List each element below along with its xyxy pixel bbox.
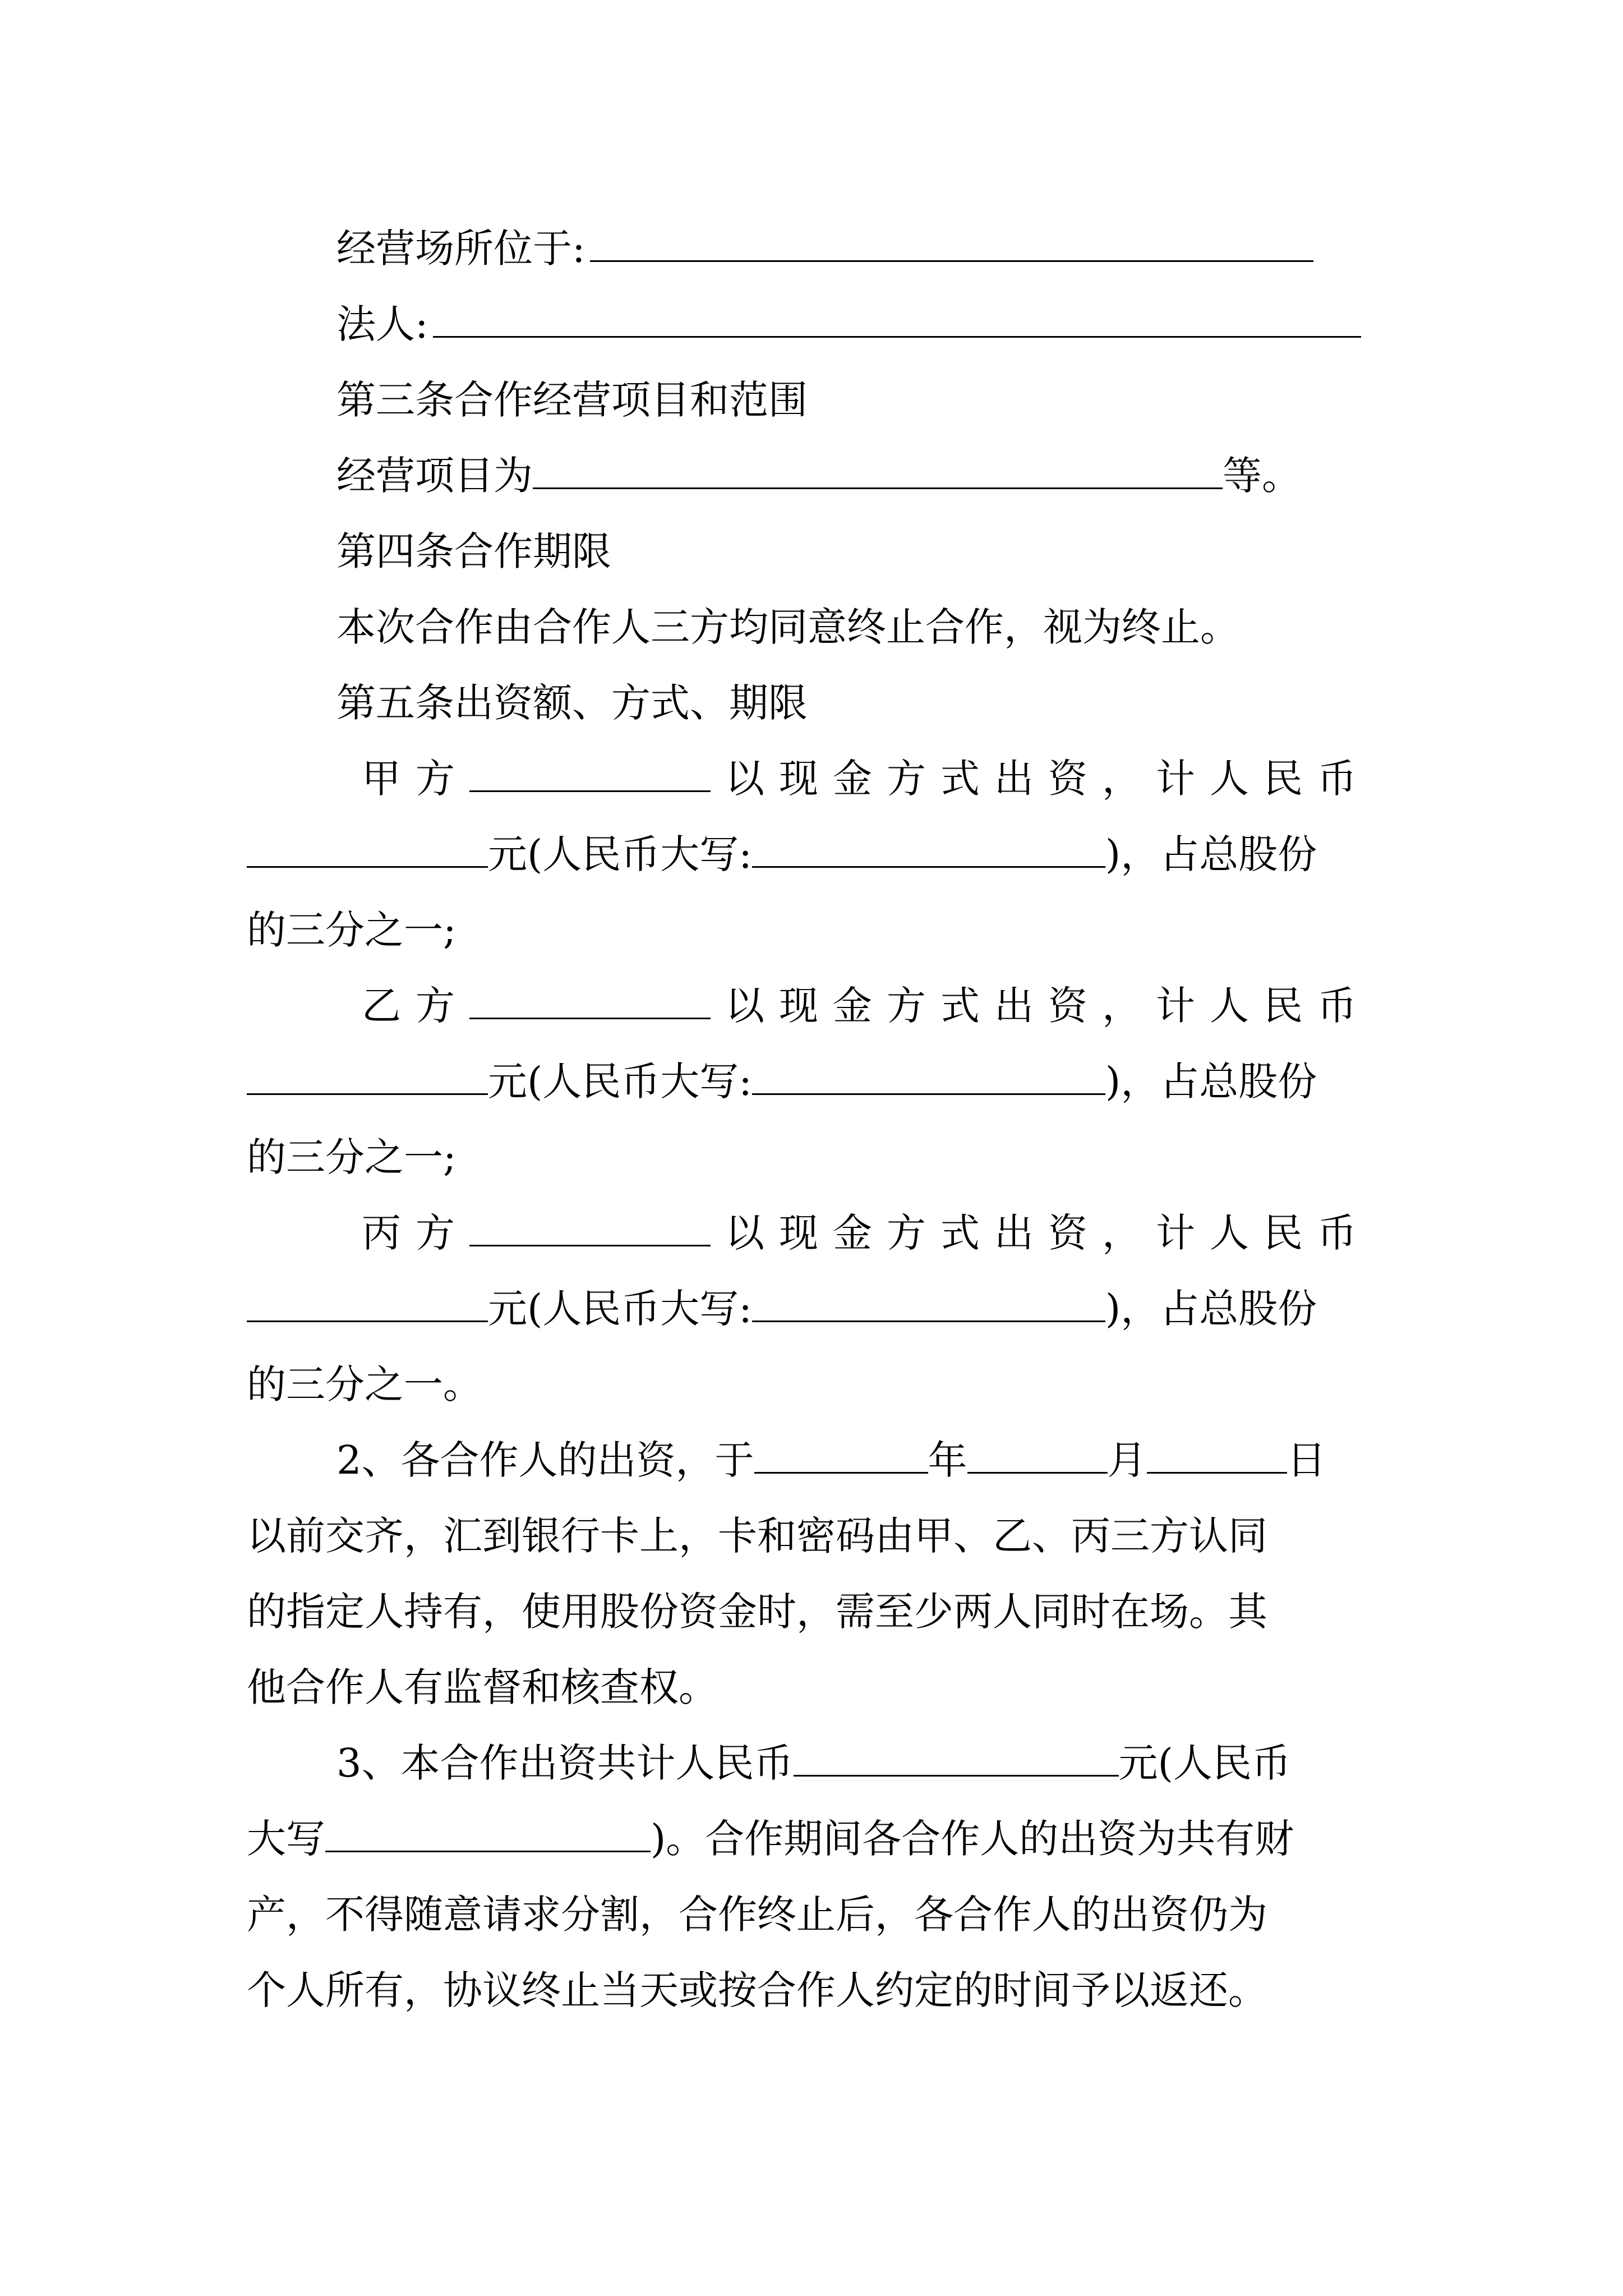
business-items-line <box>336 450 1301 501</box>
article-4-heading: 第四条合作期限 <box>336 528 611 574</box>
business-location-label: 经营场所位于: <box>336 226 585 272</box>
business-items-label: 经营项目为 <box>336 453 533 499</box>
party-c-line-1 <box>362 1208 1371 1258</box>
party-c-amount-text: 元(人民币大写: <box>488 1286 752 1332</box>
total-amount-blank <box>794 1738 1119 1777</box>
total-amount-unit: 元(人民币 <box>1118 1740 1291 1786</box>
legal-person-label: 法人: <box>336 301 428 347</box>
party-b-amount-text: 元(人民币大写: <box>488 1059 752 1105</box>
month-blank <box>967 1435 1108 1474</box>
party-c-amount-blank <box>247 1283 488 1322</box>
clause-3-line-3: 产，不得随意请求分割，合作终止后，各合作人的出资仍为 <box>247 1892 1267 1938</box>
party-a-name-blank <box>469 753 711 792</box>
day-label: 日 <box>1287 1437 1326 1483</box>
business-items-suffix: 等。 <box>1223 453 1301 499</box>
clause-2-line-2: 以前交齐，汇到银行卡上，卡和密码由甲、乙、丙三方认同 <box>247 1513 1267 1559</box>
article-5-heading: 第五条出资额、方式、期限 <box>336 680 808 726</box>
clause-3-line-1 <box>336 1738 1291 1788</box>
party-a-amount-text: 元(人民币大写: <box>488 831 752 877</box>
party-c-label: 丙方 <box>362 1210 469 1256</box>
business-items-blank <box>533 450 1223 489</box>
party-a-amount-blank <box>247 829 488 868</box>
party-a-cash-text: 以现金方式出资，计人民币 <box>725 756 1371 802</box>
year-label: 年 <box>928 1437 967 1483</box>
clause-3-intro: 3、本合作出资共计人民币 <box>336 1740 794 1786</box>
article-3-heading: 第三条合作经营项目和范围 <box>336 377 808 423</box>
clause-2-line-3: 的指定人持有，使用股份资金时，需至少两人同时在场。其 <box>247 1589 1267 1635</box>
party-b-line-2 <box>247 1056 1317 1107</box>
party-a-line-1 <box>362 753 1371 804</box>
party-b-share-text: )，占总股份 <box>1105 1059 1317 1105</box>
total-uppercase-blank <box>325 1814 651 1852</box>
clause-3-continuation: )。合作期间各合作人的出资为共有财 <box>651 1816 1294 1862</box>
month-label: 月 <box>1107 1437 1147 1483</box>
party-b-line-3: 的三分之一; <box>247 1134 457 1180</box>
party-a-uppercase-blank <box>752 829 1105 868</box>
clause-2-line-1 <box>336 1435 1326 1485</box>
uppercase-label: 大写 <box>247 1816 325 1862</box>
party-b-name-blank <box>469 981 711 1019</box>
party-b-label: 乙方 <box>362 983 469 1029</box>
party-a-share-text: )，占总股份 <box>1105 831 1317 877</box>
party-c-uppercase-blank <box>752 1283 1105 1322</box>
party-c-line-3: 的三分之一。 <box>247 1361 482 1407</box>
party-b-cash-text: 以现金方式出资，计人民币 <box>725 983 1371 1029</box>
clause-2-intro: 2、各合作人的出资，于 <box>336 1437 754 1483</box>
clause-3-line-2 <box>247 1814 1294 1864</box>
clause-2-line-4: 他合作人有监督和核查权。 <box>247 1664 718 1710</box>
party-c-name-blank <box>469 1208 711 1246</box>
party-b-line-1 <box>362 981 1371 1031</box>
party-a-line-3: 的三分之一; <box>247 907 457 953</box>
legal-person-line <box>336 299 1361 349</box>
term-text: 本次合作由合作人三方均同意终止合作，视为终止。 <box>336 604 1239 650</box>
day-blank <box>1147 1435 1287 1474</box>
year-blank <box>754 1435 928 1474</box>
legal-person-blank <box>433 299 1361 338</box>
party-a-line-2 <box>247 829 1317 880</box>
party-a-label: 甲方 <box>362 756 469 802</box>
party-b-uppercase-blank <box>752 1056 1105 1095</box>
party-c-share-text: )，占总股份 <box>1105 1286 1317 1332</box>
party-c-cash-text: 以现金方式出资，计人民币 <box>725 1210 1371 1256</box>
party-b-amount-blank <box>247 1056 488 1095</box>
clause-3-line-4: 个人所有，协议终止当天或按合作人约定的时间予以返还。 <box>247 1967 1267 2013</box>
business-location-blank <box>590 223 1313 262</box>
party-c-line-2 <box>247 1283 1317 1334</box>
business-location-line <box>336 223 1313 274</box>
